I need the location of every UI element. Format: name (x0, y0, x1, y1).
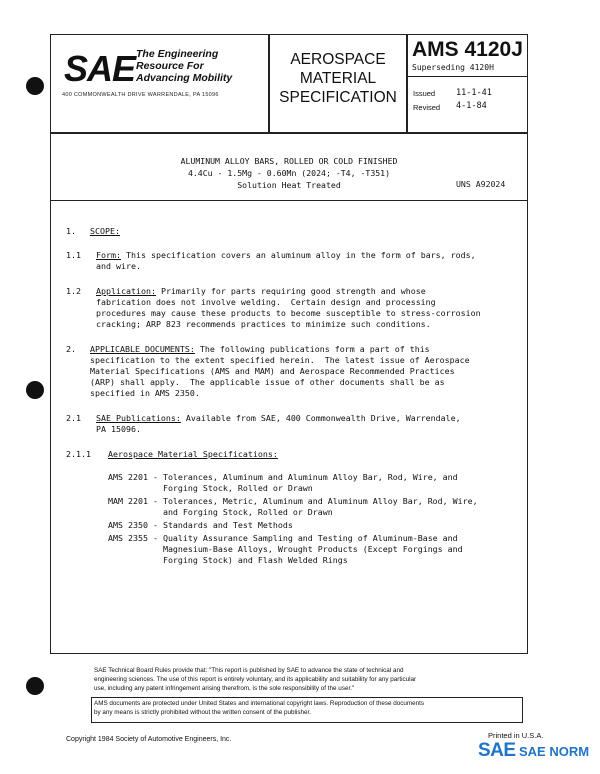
section-1-2-text: procedures may cause these products to become susceptible to stress-corrosion (96, 308, 481, 318)
section-2-1-text: PA 15096. (96, 424, 141, 434)
section-2-number: 2. (66, 344, 76, 354)
section-2-text: specification to the extent specified herein. The latest issue of Aerospace (90, 355, 470, 365)
section-1-2-text: Primarily for parts requiring good strength and whose (155, 286, 426, 296)
section-2-text: Material Specifications (AMS and MAM) and Aerospace Recommended Practices (90, 366, 455, 376)
reference-line: Magnesium-Base Alloys, Wrought Products (Except Forgings and (108, 544, 463, 554)
section-1-2-number: 1.2 (66, 286, 81, 296)
superseding: Superseding 4120H (412, 63, 494, 72)
reference-line: Forging Stock) and Flash Welded Rings (108, 555, 348, 565)
section-2-1-text: Available from SAE, 400 Commonwealth Drive, Warrendale, (180, 413, 461, 423)
section-1-2-text: fabrication does not involve welding. Certain design and processing (96, 297, 436, 307)
header-divider (50, 132, 528, 134)
header-separator-3 (406, 76, 528, 77)
section-2-text: specified in AMS 2350. (90, 388, 200, 398)
notice-line: AMS documents are protected under United States and international copyright laws. Reproduction of these documents (94, 700, 425, 707)
section-2-1-number: 2.1 (66, 413, 81, 423)
title-line-1: ALUMINUM ALLOY BARS, ROLLED OR COLD FINISHED (180, 156, 398, 166)
uns-number: UNS A92024 (456, 179, 506, 189)
section-2-text: (ARP) shall apply. The applicable issue of other documents shall be as (90, 377, 445, 387)
title-line-2: 4.4Cu - 1.5Mg - 0.60Mn (2024; -T4, -T351) (187, 168, 391, 178)
section-1-1-heading: Form: (96, 250, 121, 260)
reference-line: MAM 2201 - Tolerances, Metric, Aluminum and Aluminum Alloy Bar, Rod, Wire, (108, 496, 478, 506)
sae-tagline (136, 48, 232, 84)
copyright: Copyright 1984 Society of Automotive Engineers, Inc. (66, 736, 232, 743)
watermark-logo: SAE (478, 740, 516, 761)
section-1-heading: SCOPE: (90, 226, 120, 236)
rules-line: engineering sciences. The use of this report is entirely voluntary, and its applicability and suitability for any particular (94, 676, 417, 683)
section-2-text: The following publications form a part of this (194, 344, 430, 354)
revised-date: 4-1-84 (456, 101, 487, 111)
watermark-text: SAE NORM (519, 744, 590, 759)
section-1-number: 1. (66, 226, 76, 236)
technical-board-rules (94, 666, 416, 693)
header-separator-2 (406, 34, 408, 132)
printed-in: Printed in U.S.A. (488, 731, 544, 740)
punch-hole-bottom (26, 677, 44, 695)
spec-type-line: AEROSPACE (290, 51, 386, 68)
spec-type-line: SPECIFICATION (279, 89, 397, 106)
reference-line: AMS 2201 - Tolerances, Aluminum and Aluminum Alloy Bar, Rod, Wire, and (108, 472, 458, 482)
section-1-2-heading: Application: (96, 286, 156, 296)
section-1-2-text: cracking; ARP 823 recommends practices to minimize such conditions. (96, 319, 431, 329)
tagline-line: Advancing Mobility (136, 72, 233, 84)
title-line-3: Solution Heat Treated (237, 180, 341, 190)
section-2-line (90, 344, 430, 356)
notice-line: by any means is strictly prohibited without the written consent of the publisher. (94, 709, 312, 716)
section-1-1-number: 1.1 (66, 250, 81, 260)
reference-line: Forging Stock, Rolled or Drawn (108, 483, 313, 493)
sae-address: 400 COMMONWEALTH DRIVE WARRENDALE, PA 15096 (62, 92, 219, 98)
issued-label: Issued (413, 89, 436, 98)
punch-hole-middle (26, 381, 44, 399)
rules-line: SAE Technical Board Rules provide that: "This report is published by SAE to advance the state of technical and (94, 667, 404, 674)
section-1-1-text: This specification covers an aluminum alloy in the form of bars, rods, (120, 250, 476, 260)
issued-date: 11-1-41 (456, 88, 492, 98)
reference-line: AMS 2355 - Quality Assurance Sampling and Testing of Aluminum-Base and (108, 533, 458, 543)
section-2-heading: APPLICABLE DOCUMENTS: (90, 344, 195, 354)
reference-line: and Forging Stock, Rolled or Drawn (108, 507, 333, 517)
section-1-2-line (96, 286, 426, 298)
title-divider (50, 200, 528, 201)
sae-logo: SAE (64, 48, 136, 89)
section-1-1-text: and wire. (96, 261, 141, 271)
spec-number: AMS 4120J (412, 38, 523, 61)
spec-type (270, 50, 406, 107)
tagline-line: Resource For (136, 60, 204, 72)
section-2-1-heading: SAE Publications: (96, 413, 181, 423)
copyright-notice (94, 699, 424, 717)
reference-line: AMS 2350 - Standards and Test Methods (108, 520, 293, 530)
section-2-1-line (96, 413, 461, 425)
revised-label: Revised (413, 103, 441, 112)
section-1-1-line (96, 250, 476, 262)
section-2-1-1-heading: Aerospace Material Specifications: (108, 449, 278, 459)
spec-type-line: MATERIAL (299, 70, 377, 87)
punch-hole-top (26, 77, 44, 95)
section-2-1-1-number: 2.1.1 (66, 449, 91, 459)
tagline-line: The Engineering (136, 48, 219, 60)
rules-line: use, including any patent infringement arising therefrom, is the sole responsibility of the user." (94, 685, 355, 692)
